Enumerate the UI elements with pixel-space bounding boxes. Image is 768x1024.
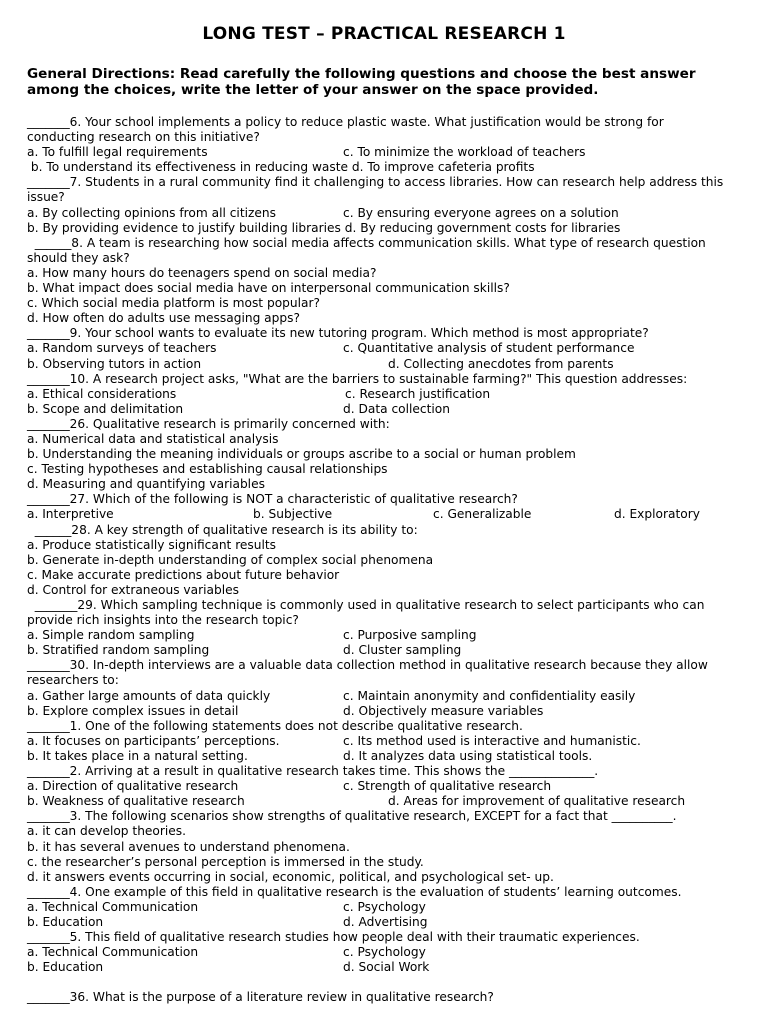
answer-choice: a. To fulfill legal requirements xyxy=(27,145,208,160)
text-line: c. Testing hypotheses and establishing causal relationships xyxy=(27,462,388,477)
text-line: d. it answers events occurring in social, economic, political, and psychological set- up. xyxy=(27,869,554,884)
answer-choice: d. Objectively measure variables xyxy=(343,703,544,718)
text-line: _______30. In-depth interviews are a valuable data collection method in qualitative research because they allow xyxy=(27,658,708,673)
answer-choice: a. Technical Communication xyxy=(27,945,199,960)
answer-choice: c. To minimize the workload of teachers xyxy=(343,145,586,160)
choice-row xyxy=(27,779,747,794)
text-line: _______27. Which of the following is NOT a characteristic of qualitative research? xyxy=(27,492,518,507)
answer-choice: b. Education xyxy=(27,960,104,975)
page-title: LONG TEST – PRACTICAL RESEARCH 1 xyxy=(202,24,566,44)
answer-choice: a. It focuses on participants’ perceptions. xyxy=(27,733,280,748)
text-line: b. To understand its effectiveness in reducing waste d. To improve cafeteria profits xyxy=(27,160,535,175)
text-line: ______28. A key strength of qualitative research is its ability to: xyxy=(27,522,418,537)
text-line: _______5. This field of qualitative research studies how people deal with their traumatic experiences. xyxy=(27,930,640,945)
text-line: should they ask? xyxy=(27,250,130,265)
text-line: _______2. Arriving at a result in qualitative research takes time. This shows the ______________. xyxy=(27,764,599,779)
text-line: _______10. A research project asks, "What are the barriers to sustainable farming?" This question addresses: xyxy=(27,371,688,386)
choice-row xyxy=(27,357,747,372)
text-line: a. Numerical data and statistical analysis xyxy=(27,431,279,446)
text-line xyxy=(27,975,747,990)
text-line: _______1. One of the following statements does not describe qualitative research. xyxy=(27,718,523,733)
answer-choice: c. Its method used is interactive and humanistic. xyxy=(343,733,641,748)
answer-choice: d. Collecting anecdotes from parents xyxy=(388,356,614,371)
text-line: a. How many hours do teenagers spend on social media? xyxy=(27,265,377,280)
text-line: c. the researcher’s personal perception is immersed in the study. xyxy=(27,854,424,869)
answer-choice: c. Psychology xyxy=(343,899,426,914)
answer-choice: a. Simple random sampling xyxy=(27,628,195,643)
choice-row xyxy=(27,643,747,658)
choice-row xyxy=(27,945,747,960)
choice-row xyxy=(27,402,747,417)
answer-choice: a. Random surveys of teachers xyxy=(27,341,217,356)
choice-row xyxy=(27,628,747,643)
answer-choice: c. Quantitative analysis of student performance xyxy=(343,341,635,356)
choice-row xyxy=(27,900,747,915)
text-line: b. Generate in-depth understanding of complex social phenomena xyxy=(27,552,434,567)
choice-row xyxy=(27,704,747,719)
answer-choice: b. Stratified random sampling xyxy=(27,643,210,658)
choice-row xyxy=(27,960,747,975)
text-line: researchers to: xyxy=(27,673,119,688)
text-line: a. Produce statistically significant results xyxy=(27,537,277,552)
choice-row xyxy=(27,206,747,221)
text-line: c. Which social media platform is most popular? xyxy=(27,296,320,311)
text-line: b. By providing evidence to justify building libraries d. By reducing government costs for libraries xyxy=(27,220,621,235)
question-list xyxy=(27,115,747,1006)
text-line: b. What impact does social media have on interpersonal communication skills? xyxy=(27,281,510,296)
text-line: provide rich insights into the research topic? xyxy=(27,613,299,628)
answer-choice: a. By collecting opinions from all citizens xyxy=(27,205,276,220)
answer-choice: b. Observing tutors in action xyxy=(27,356,202,371)
answer-choice: a. Gather large amounts of data quickly xyxy=(27,688,271,703)
answer-choice: d. Social Work xyxy=(343,960,430,975)
choice-row xyxy=(27,387,747,402)
answer-choice: d. Areas for improvement of qualitative research xyxy=(388,794,686,809)
text-line: ______8. A team is researching how social media affects communication skills. What type of research question xyxy=(27,235,706,250)
text-line: _______3. The following scenarios show strengths of qualitative research, EXCEPT for a fact that __________. xyxy=(27,809,677,824)
choice-row xyxy=(27,915,747,930)
answer-choice: c. Psychology xyxy=(343,945,426,960)
answer-choice: d. Data collection xyxy=(343,401,450,416)
text-line: d. Measuring and quantifying variables xyxy=(27,477,265,492)
answer-choice: b. Education xyxy=(27,914,104,929)
text-line: _______36. What is the purpose of a literature review in qualitative research? xyxy=(27,990,494,1005)
text-line: _______9. Your school wants to evaluate its new tutoring program. Which method is most appropriate? xyxy=(27,326,649,341)
text-line: _______26. Qualitative research is primarily concerned with: xyxy=(27,416,390,431)
text-line: c. Make accurate predictions about future behavior xyxy=(27,567,340,582)
text-line: d. How often do adults use messaging apps? xyxy=(27,311,300,326)
answer-choice: d. It analyzes data using statistical tools. xyxy=(343,748,593,763)
answer-choice: c. Generalizable xyxy=(433,507,532,522)
text-line: _______6. Your school implements a policy to reduce plastic waste. What justification would be strong for xyxy=(27,115,664,129)
answer-choice: a. Technical Communication xyxy=(27,899,199,914)
answer-choice: b. It takes place in a natural setting. xyxy=(27,748,248,763)
answer-choice: c. Research justification xyxy=(345,386,491,401)
text-line: d. Control for extraneous variables xyxy=(27,582,239,597)
text-line: a. it can develop theories. xyxy=(27,824,186,839)
answer-choice: a. Ethical considerations xyxy=(27,386,177,401)
answer-choice: d. Exploratory xyxy=(614,507,700,522)
choice-row xyxy=(27,341,747,356)
choice-row xyxy=(27,507,747,522)
answer-choice: d. Advertising xyxy=(343,914,428,929)
answer-choice: c. Strength of qualitative research xyxy=(343,779,552,794)
text-line: conducting research on this initiative? xyxy=(27,130,260,145)
text-line: b. it has several avenues to understand phenomena. xyxy=(27,839,350,854)
choice-row xyxy=(27,749,747,764)
choice-row xyxy=(27,794,747,809)
answer-choice: b. Explore complex issues in detail xyxy=(27,703,239,718)
choice-row xyxy=(27,734,747,749)
text-line: issue? xyxy=(27,190,65,205)
text-line: b. Understanding the meaning individuals or groups ascribe to a social or human problem xyxy=(27,447,576,462)
answer-choice: b. Subjective xyxy=(253,507,333,522)
answer-choice: c. Purposive sampling xyxy=(343,628,477,643)
answer-choice: c. By ensuring everyone agrees on a solution xyxy=(343,205,619,220)
text-line: _______7. Students in a rural community find it challenging to access libraries. How can research help address this xyxy=(27,175,724,190)
choice-row xyxy=(27,145,747,160)
text-line: _______4. One example of this field in qualitative research is the evaluation of students’ learning outcomes. xyxy=(27,884,682,899)
choice-row xyxy=(27,689,747,704)
answer-choice: a. Interpretive xyxy=(27,507,114,522)
general-directions: General Directions: Read carefully the following questions and choose the best answer among the choices, write the letter of your answer on the space provided. xyxy=(27,66,696,98)
text-line: _______29. Which sampling technique is commonly used in qualitative research to select participants who can xyxy=(27,598,705,612)
answer-choice: b. Weakness of qualitative research xyxy=(27,794,245,809)
answer-choice: a. Direction of qualitative research xyxy=(27,779,239,794)
answer-choice: d. Cluster sampling xyxy=(343,643,462,658)
answer-choice: c. Maintain anonymity and confidentiality easily xyxy=(343,688,636,703)
answer-choice: b. Scope and delimitation xyxy=(27,401,184,416)
